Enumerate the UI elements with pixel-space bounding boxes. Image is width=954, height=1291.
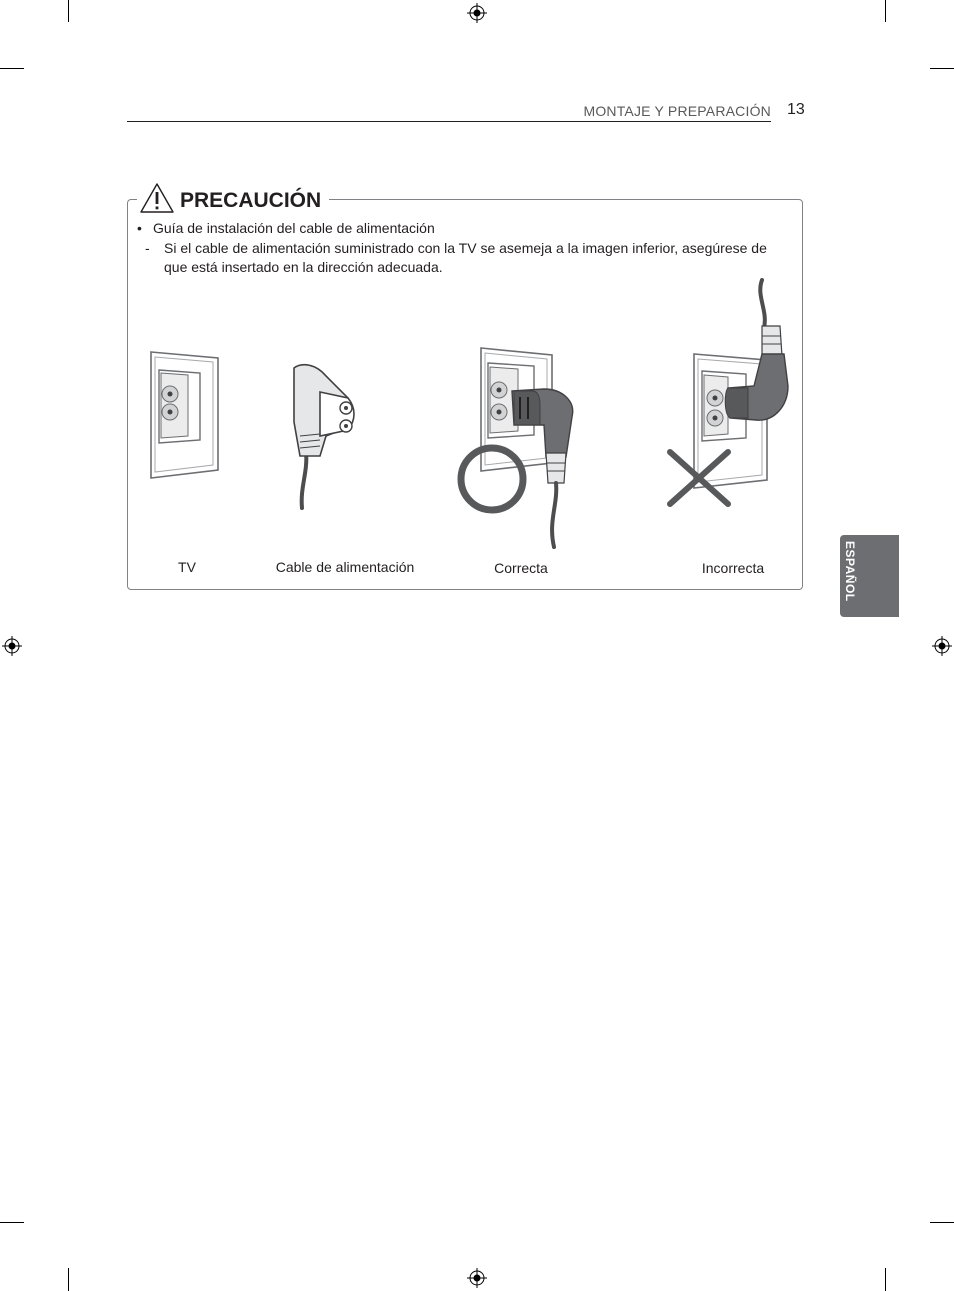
crop-mark <box>68 1268 69 1291</box>
dash-item: - Si el cable de alimentación suministrado con la TV se asemeja a la imagen inferior, asegúrese de que está insertado en la dirección adecuada. <box>145 240 767 275</box>
section-title: MONTAJE Y PREPARACIÓN <box>583 103 771 119</box>
header-rule <box>127 121 771 122</box>
tv-socket-illustration <box>148 348 222 482</box>
registration-mark-icon <box>932 636 952 656</box>
registration-mark-icon <box>467 1268 487 1288</box>
caption-tv: TV <box>178 559 196 575</box>
registration-mark-icon <box>467 3 487 23</box>
crop-mark <box>68 0 69 22</box>
language-tab-label: ESPAÑOL <box>843 541 857 602</box>
language-tab <box>840 535 899 617</box>
bullet-item: • Guía de instalación del cable de alimentación <box>137 220 435 236</box>
page-number: 13 <box>787 101 805 118</box>
crop-mark <box>885 0 886 22</box>
crop-mark <box>885 1268 886 1291</box>
crop-mark <box>0 68 24 69</box>
crop-mark <box>930 68 954 69</box>
caution-title: PRECAUCIÓN <box>180 189 322 212</box>
crop-mark <box>0 1222 24 1223</box>
crop-mark <box>930 1222 954 1223</box>
correct-insertion-illustration <box>454 345 580 553</box>
warning-triangle-icon <box>139 182 175 214</box>
registration-mark-icon <box>2 636 22 656</box>
caption-cable: Cable de alimentación <box>275 559 415 575</box>
caption-correct: Correcta <box>494 560 548 576</box>
power-cable-illustration <box>286 362 362 512</box>
incorrect-insertion-illustration <box>664 276 794 512</box>
caution-heading <box>137 174 329 214</box>
caption-incorrect: Incorrecta <box>701 560 765 576</box>
